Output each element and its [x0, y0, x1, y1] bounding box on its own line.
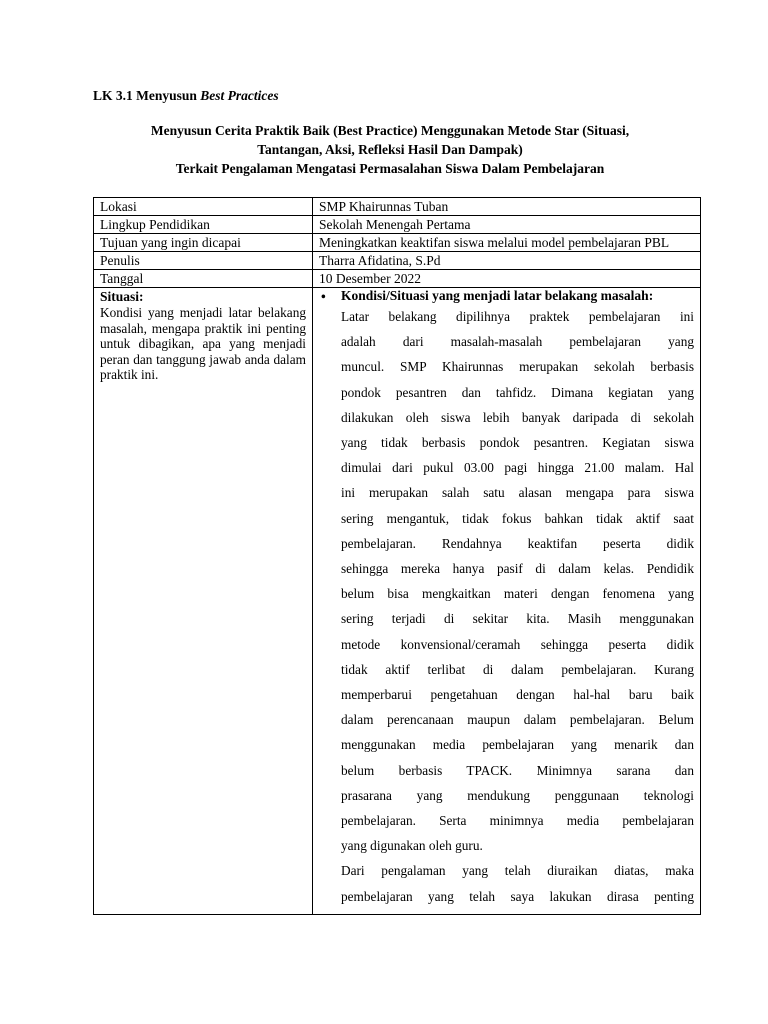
worksheet-heading-prefix: LK 3.1 Menyusun — [93, 88, 201, 103]
title-line: Terkait Pengalaman Mengatasi Permasalahan Siswa Dalam Pembelajaran — [175, 161, 605, 176]
situasi-label-cell — [94, 288, 313, 915]
paragraph-line: sering mengantuk, tidak fokus bahkan tidak aktif saat — [341, 510, 694, 526]
bullet-icon: • — [321, 289, 326, 304]
table-row — [94, 198, 701, 216]
title-line: Tantangan, Aksi, Refleksi Hasil Dan Dampak) — [257, 142, 523, 157]
paragraph-line: adalah dari masalah-masalah pembelajaran yang — [341, 334, 694, 350]
situasi-content-cell — [313, 288, 701, 915]
situasi-paragraph-1 — [341, 304, 694, 858]
paragraph-line: muncul. SMP Khairunnas merupakan sekolah berbasis — [341, 359, 694, 375]
paragraph-line: pembelajaran. Serta minimnya media pembelajaran — [341, 813, 694, 829]
paragraph-line: dimulai dari pukul 03.00 pagi hingga 21.00 malam. Hal — [341, 460, 694, 476]
paragraph-line: pondok pesantren dan tahfidz. Dimana kegiatan yang — [341, 384, 694, 400]
paragraph-line: belum bisa mengkaitkan materi dengan fenomena yang — [341, 586, 694, 602]
table-row — [94, 234, 701, 252]
paragraph-line: menggunakan media pembelajaran yang menarik dan — [341, 737, 694, 753]
situasi-row — [94, 288, 701, 915]
row-value-penulis: Tharra Afidatina, S.Pd — [313, 252, 701, 270]
paragraph-line: metode konvensional/ceramah sehingga peserta didik — [341, 636, 694, 652]
best-practice-table — [93, 197, 701, 915]
paragraph-line: ini merupakan salah satu alasan mengapa para siswa — [341, 485, 694, 501]
situasi-bullet-heading: Kondisi/Situasi yang menjadi latar belakang masalah: — [341, 288, 654, 303]
paragraph-line: prasarana yang mendukung penggunaan teknologi — [341, 787, 694, 803]
title-line: Menyusun Cerita Praktik Baik (Best Practice) Menggunakan Metode Star (Situasi, — [150, 123, 630, 138]
paragraph-line: tidak aktif terlibat di dalam pembelajaran. Kurang — [341, 661, 694, 677]
row-label-lingkup: Lingkup Pendidikan — [94, 216, 313, 234]
situasi-title: Situasi: — [100, 289, 144, 304]
row-label-tanggal: Tanggal — [94, 270, 313, 288]
paragraph-line: sehingga mereka hanya pasif di dalam kelas. Pendidik — [341, 561, 694, 577]
row-label-tujuan: Tujuan yang ingin dicapai — [94, 234, 313, 252]
paragraph-line: dalam perencanaan maupun dalam pembelajaran. Belum — [341, 712, 694, 728]
row-value-tujuan: Meningkatkan keaktifan siswa melalui model pembelajaran PBL — [313, 234, 701, 252]
table-row — [94, 252, 701, 270]
paragraph-line: dilakukan oleh siswa lebih banyak daripada di sekolah — [341, 409, 694, 425]
paragraph-line: Dari pengalaman yang telah diuraikan diatas, maka — [341, 863, 694, 879]
row-value-tanggal: 10 Desember 2022 — [313, 270, 701, 288]
document-title — [80, 121, 700, 178]
worksheet-heading — [93, 88, 279, 104]
row-value-lingkup: Sekolah Menengah Pertama — [313, 216, 701, 234]
paragraph-line: memperbarui pengetahuan dengan hal-hal baru baik — [341, 687, 694, 703]
situasi-description: Kondisi yang menjadi latar belakang masalah, mengapa praktik ini penting untuk dibagikan, apa yang menjadi peran dan tanggung jawab anda dalam praktik ini. — [100, 305, 306, 383]
paragraph-line: sering terjadi di sekitar kita. Masih menggunakan — [341, 611, 694, 627]
paragraph-line: yang digunakan oleh guru. — [341, 838, 483, 854]
paragraph-line: belum berbasis TPACK. Minimnya sarana dan — [341, 762, 694, 778]
row-label-lokasi: Lokasi — [94, 198, 313, 216]
situasi-paragraph-2 — [341, 858, 694, 908]
row-value-lokasi: SMP Khairunnas Tuban — [313, 198, 701, 216]
table-row — [94, 216, 701, 234]
paragraph-line: Latar belakang dipilihnya praktek pembelajaran ini — [341, 309, 694, 324]
paragraph-line: yang tidak berbasis pondok pesantren. Kegiatan siswa — [341, 435, 694, 451]
paragraph-line: pembelajaran. Rendahnya keaktifan peserta didik — [341, 535, 694, 551]
row-label-penulis: Penulis — [94, 252, 313, 270]
worksheet-heading-italic: Best Practices — [200, 88, 279, 103]
paragraph-line: pembelajaran yang telah saya lakukan dirasa penting — [341, 888, 694, 904]
table-row — [94, 270, 701, 288]
situasi-bullet — [319, 288, 694, 909]
